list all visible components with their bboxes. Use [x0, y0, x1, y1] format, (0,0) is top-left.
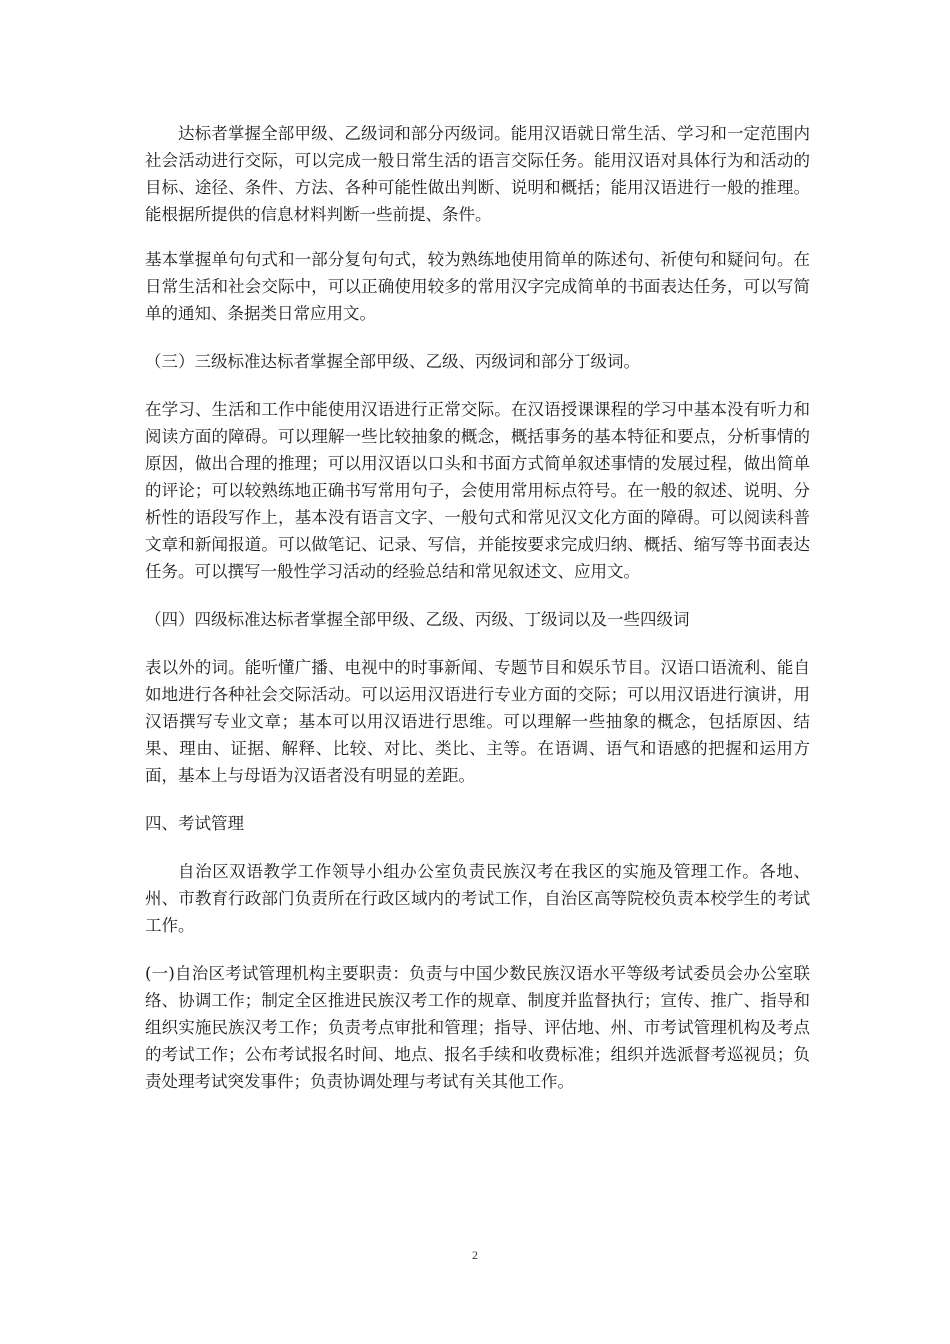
- paragraph-level-two-summary: 达标者掌握全部甲级、乙级词和部分丙级词。能用汉语就日常生活、学习和一定范围内社会活动进行交际，可以完成一般日常生活的语言交际任务。能用汉语对具体行为和活动的目标、途径、条件、方法、各种可能性做出判断、说明和概括；能用汉语进行一般的推理。能根据所提供的信息材料判断一些前提、条件。: [145, 124, 810, 224]
- paragraph-level-four-body: 表以外的词。能听懂广播、电视中的时事新闻、专题节目和娱乐节目。汉语口语流利、能自如地进行各种社会交际活动。可以运用汉语进行专业方面的交际；可以用汉语进行演讲，用汉语撰写专业文章；基本可以用汉语进行思维。可以理解一些抽象的概念，包括原因、结果、理由、证据、解释、比较、对比、类比、主等。在语调、语气和语感的把握和运用方面，基本上与母语为汉语者没有明显的差距。: [145, 658, 810, 785]
- paragraph-level-three-body: 在学习、生活和工作中能使用汉语进行正常交际。在汉语授课课程的学习中基本没有听力和阅读方面的障碍。可以理解一些比较抽象的概念，概括事务的基本特征和要点，分析事情的原因，做出合理的推理；可以用汉语以口头和书面方式简单叙述事情的发展过程，做出简单的评论；可以较熟练地正确书写常用句子，会使用常用标点符号。在一般的叙述、说明、分析性的语段写作上，基本没有语言文字、一般句式和常见汉文化方面的障碍。可以阅读科普文章和新闻报道。可以做笔记、记录、写信，并能按要求完成归纳、概括、缩写等书面表达任务。可以撰写一般性学习活动的经验总结和常见叙述文、应用文。: [145, 400, 810, 581]
- paragraph-sentence-patterns: 基本掌握单句句式和一部分复句句式，较为熟练地使用简单的陈述句、祈使句和疑问句。在日常生活和社会交际中，可以正确使用较多的常用汉字完成简单的书面表达任务，可以写简单的通知、条据类日常应用文。: [145, 250, 810, 323]
- paragraph-exam-management-intro: 自治区双语教学工作领导小组办公室负责民族汉考在我区的实施及管理工作。各地、州、市教育行政部门负责所在行政区域内的考试工作，自治区高等院校负责本校学生的考试工作。: [145, 862, 810, 935]
- section-heading-exam-management: 四、考试管理: [145, 814, 244, 833]
- page-number: 2: [472, 1248, 478, 1262]
- paragraph-level-three-heading: （三）三级标准达标者掌握全部甲级、乙级、丙级词和部分丁级词。: [145, 352, 640, 371]
- paragraph-exam-authority-duties: (一)自治区考试管理机构主要职责：负责与中国少数民族汉语水平等级考试委员会办公室联络、协调工作；制定全区推进民族汉考工作的规章、制度并监督执行；宣传、推广、指导和组织实施民族汉考工作；负责考点审批和管理；指导、评估地、州、市考试管理机构及考点的考试工作；公布考试报名时间、地点、报名手续和收费标准；组织并选派督考巡视员；负责处理考试突发事件；负责协调处理与考试有关其他工作。: [145, 964, 810, 1091]
- paragraph-level-four-heading: （四）四级标准达标者掌握全部甲级、乙级、丙级、丁级词以及一些四级词: [145, 610, 690, 629]
- document-body: [145, 120, 810, 1095]
